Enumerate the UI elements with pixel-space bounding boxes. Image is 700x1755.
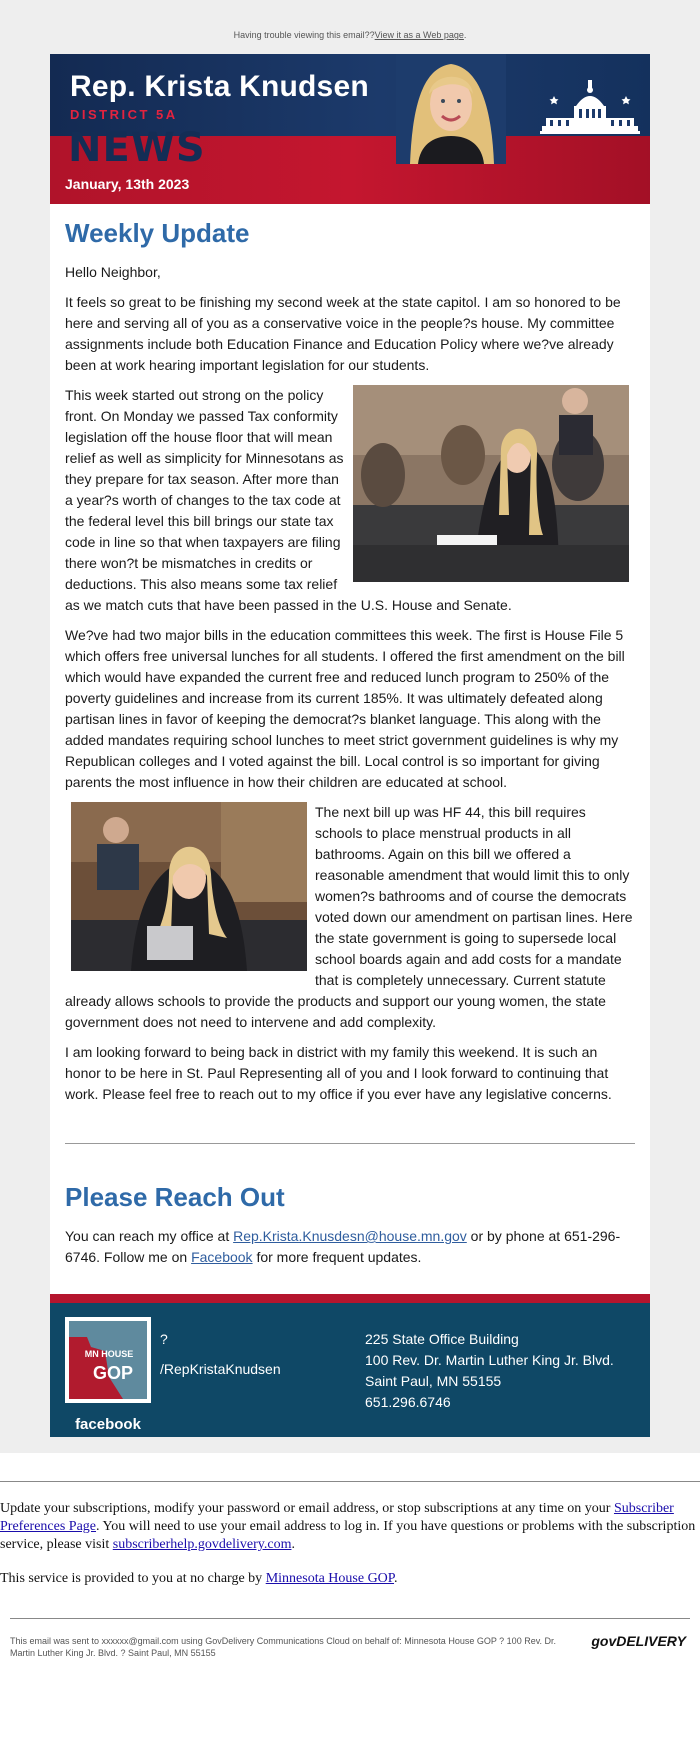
paragraph-closing: I am looking forward to being back in district with my family this weekend. It is such an honor to be here in St. Paul Representing all of you and I look forward to continuing that work. Please feel free to reach out to my office if you ever have any legislative concerns. <box>65 1044 612 1102</box>
paragraph-education-bills: We?ve had two major bills in the education committees this week. The first is House File 5 which offers free universal lunches for all students. I offered the first amendment on the bill which would have expanded the current free and reduced lunch program to 250% of the poverty guidelines and increase from its current 185%. It was ultimately defeated along partisan lines in favor of keeping the democrat?s blanket language. This along with the added mandates requiring school lunches to meet strict government guidelines is why my Republican colleges and I voted against the bill. Local control is so important for giving parents the most influence in how their children are educated at school. <box>65 627 625 790</box>
govdelivery-logo[interactable]: govDELIVERY <box>591 1633 686 1649</box>
representative-name: Rep. Krista Knudsen <box>70 70 369 103</box>
address-line-1: 225 State Office Building <box>365 1331 519 1347</box>
district-label: DISTRICT 5A <box>70 107 178 122</box>
preheader-end: . <box>463 30 467 40</box>
subscription-info <box>0 1481 700 1588</box>
newsletter-header <box>50 54 650 204</box>
mn-house-gop-facebook-logo[interactable] <box>65 1317 151 1437</box>
bottom-disclaimer <box>10 1618 690 1664</box>
newsletter-footer <box>50 1294 650 1437</box>
subscription-text-3: . <box>291 1537 295 1552</box>
greeting: Hello Neighbor, <box>65 264 161 280</box>
preheader-text: Having trouble viewing this email?? <box>233 30 375 40</box>
email-container <box>50 54 650 1437</box>
facebook-link[interactable]: Facebook <box>191 1249 253 1265</box>
minnesota-house-gop-link[interactable]: Minnesota House GOP <box>265 1571 395 1586</box>
subscription-text-1: Update your subscriptions, modify your password or email address, or stop subscriptions at any time on your <box>0 1501 614 1516</box>
contact-text-2: or by phone at 651-296-6746. Follow me on <box>65 1228 621 1265</box>
paragraph-hf44: The next bill up was HF 44, this bill requires schools to place menstrual products in all bathrooms. Again on this bill we offered a reasonable amendment that would limit this to only women?s bathrooms and of course the democrats voted down our amendment on partisan lines. Here the state government is going to supersede local school boards again and add costs for a mandate that is completely unnecessary. Current statute already allows schools to provide the products and support our young women, the state government does not need to intervene and add complexity. <box>65 804 633 1030</box>
contact-paragraph <box>65 1226 635 1268</box>
weekly-update-title: Weekly Update <box>65 218 250 248</box>
contact-text-3: for more frequent updates. <box>252 1249 422 1265</box>
paragraph-intro: It feels so great to be finishing my second week at the state capitol. I am so honored to be here and serving all of you as a conservative voice in the people?s house. My committee assignments include both Education Finance and Education Policy where we?ve already been at work hearing important legislation for our students. <box>65 294 621 373</box>
newsletter-body <box>50 204 650 1268</box>
reach-out-title: Please Reach Out <box>65 1182 285 1212</box>
subscription-paragraph <box>0 1500 700 1554</box>
address-line-2: 100 Rev. Dr. Martin Luther King Jr. Blvd. <box>365 1352 614 1368</box>
representative-portrait <box>396 54 506 164</box>
footer-contact-panel <box>50 1303 650 1437</box>
office-email-link[interactable]: Rep.Krista.Knusdesn@house.mn.gov <box>233 1228 467 1244</box>
capitol-icon <box>540 78 640 140</box>
office-address <box>365 1329 614 1413</box>
newsletter-date: January, 13th 2023 <box>65 176 190 192</box>
subscriber-preferences-link[interactable]: Subscriber Preferences Page <box>0 1501 674 1534</box>
footer-question-mark: ? <box>160 1331 168 1347</box>
office-phone: 651.296.6746 <box>365 1394 451 1410</box>
subscriber-help-link[interactable]: subscriberhelp.govdelivery.com <box>112 1537 292 1552</box>
logo-gop-text: GOP <box>92 1363 134 1383</box>
section-divider <box>65 1143 635 1144</box>
contact-text-1: You can reach my office at <box>65 1228 234 1244</box>
address-line-3: Saint Paul, MN 55155 <box>365 1373 502 1389</box>
committee-meeting-photo <box>71 802 307 971</box>
preheader <box>0 30 700 44</box>
service-text: This service is provided to you at no charge by <box>0 1571 266 1586</box>
service-paragraph <box>0 1570 700 1588</box>
footer-red-bar <box>50 1294 650 1303</box>
news-label: NEWS <box>68 125 206 171</box>
facebook-handle[interactable]: /RepKristaKnudsen <box>160 1361 281 1377</box>
sent-to-text: This email was sent to xxxxxx@gmail.com using GovDelivery Communications Cloud on behalf of: Minnesota House GOP ? 100 Rev. Dr. Martin Luther King Jr. Blvd. ? Saint Paul, MN 55155 <box>10 1636 557 1658</box>
paragraph-tax-conformity: This week started out strong on the policy front. On Monday we passed Tax conformity legislation off the house floor that will mean relief as well as simplicity for Minnesotans as they prepare for tax season. After more than a year?s worth of changes to the tax code at the federal level this bill brings our state tax code in line so that when taxpayers are filing there won?t be mismatches in credits or deductions. This also means some tax relief as we match cuts that have been passed in the U.S. House and Senate. <box>65 387 512 613</box>
service-end: . <box>394 1571 398 1586</box>
logo-mnhouse-text: MN HOUSE <box>84 1349 134 1359</box>
subscription-text-2: . You will need to use your email address to log in. If you have questions or problems with the subscription service, please visit <box>0 1519 696 1552</box>
capitol-hearing-photo <box>353 385 629 582</box>
logo-facebook-text: facebook <box>75 1416 141 1433</box>
web-page-link[interactable]: View it as a Web page <box>374 30 464 40</box>
